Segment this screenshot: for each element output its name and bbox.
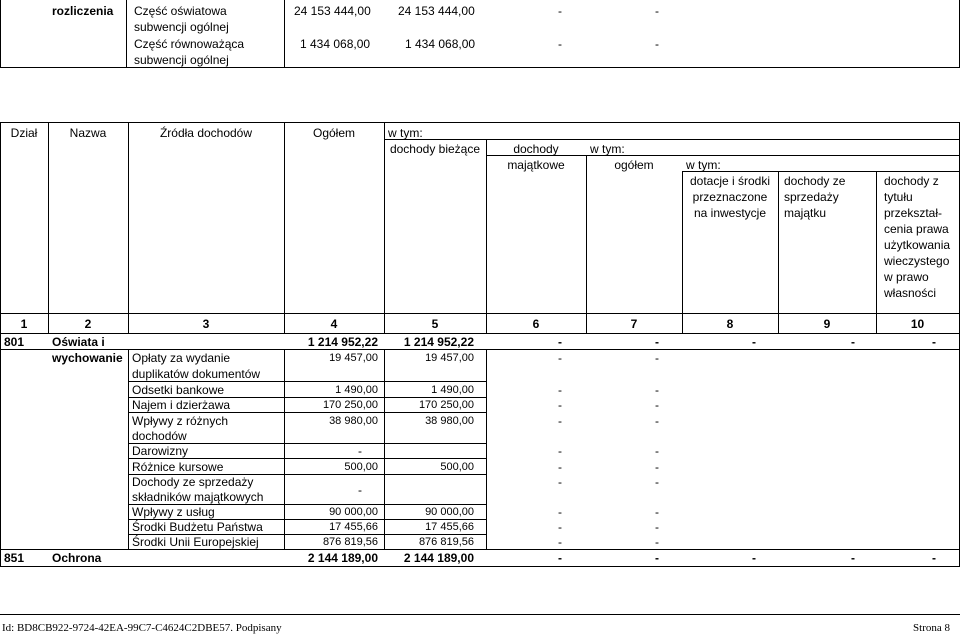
hdr-w-tym3: w tym: — [686, 158, 721, 172]
colnum-7: 7 — [630, 317, 638, 331]
colnum-3: 3 — [202, 317, 210, 331]
item-5-b: 500,00 — [440, 461, 474, 473]
s801-dzial: 801 — [4, 335, 25, 349]
item-3-c: - — [558, 414, 562, 428]
item-7-b: 90 000,00 — [425, 506, 474, 518]
item-4-a: - — [358, 444, 362, 458]
item-2-b: 170 250,00 — [418, 399, 474, 411]
hdr-tytul-l1: dochody z — [884, 174, 939, 188]
item-3-a: 38 980,00 — [329, 415, 378, 427]
item-4-c: - — [558, 444, 562, 458]
hdr-sprzedaz-l2: sprzedaży — [784, 190, 839, 204]
colnum-9: 9 — [823, 317, 831, 331]
item-5-name: Różnice kursowe — [132, 460, 224, 474]
s801-total-c: - — [558, 335, 562, 349]
item-7-d: - — [655, 505, 659, 519]
item-1-a: 1 490,00 — [335, 384, 378, 396]
item-3-name-l1: Wpływy z różnych — [132, 414, 229, 428]
item-2-c: - — [558, 398, 562, 412]
s801-total-d: - — [655, 335, 659, 349]
item-3-d: - — [655, 414, 659, 428]
item-6-name-l1: Dochody ze sprzedaży — [132, 475, 254, 489]
hdr-w-tym: w tym: — [388, 126, 423, 140]
top-row2-b: 1 434 068,00 — [405, 37, 476, 51]
top-row2-name-l2: subwencji ogólnej — [134, 53, 229, 67]
item-9-name: Środki Unii Europejskiej — [132, 535, 259, 549]
item-9-a: 876 819,56 — [322, 536, 378, 548]
top-row1-name-l1: Część oświatowa — [134, 4, 227, 18]
colnum-10: 10 — [910, 317, 925, 331]
item-3-b: 38 980,00 — [425, 415, 474, 427]
hdr-dotacje-l3: na inwestycje — [693, 206, 767, 220]
s851-f: - — [851, 551, 855, 565]
item-0-d: - — [655, 351, 659, 365]
item-5-a: 500,00 — [344, 461, 378, 473]
s851-d: - — [655, 551, 659, 565]
item-4-name: Darowizny — [132, 444, 189, 458]
item-3-name-l2: dochodów — [132, 429, 187, 443]
hdr-w-tym2: w tym: — [590, 142, 625, 156]
s801-total-f: - — [851, 335, 855, 349]
colnum-2: 2 — [84, 317, 92, 331]
top-row2-a: 1 434 068,00 — [300, 37, 371, 51]
colnum-1: 1 — [20, 317, 28, 331]
top-row1-c: - — [558, 4, 562, 18]
item-8-name: Środki Budżetu Państwa — [132, 520, 263, 534]
s851-name: Ochrona — [52, 551, 102, 565]
hdr-tytul-l6: wieczystego — [884, 254, 950, 268]
hdr-tytul-l5: użytkowania — [884, 238, 951, 252]
hdr-tytul-l7: w prawo — [884, 270, 929, 284]
item-0-b: 19 457,00 — [425, 352, 474, 364]
hdr-tytul-l4: cenia prawa — [884, 222, 949, 236]
hdr-biezace: dochody bieżące — [389, 142, 481, 156]
item-2-name: Najem i dzierżawa — [132, 398, 231, 412]
item-6-a: - — [358, 483, 362, 497]
s851-dzial: 851 — [4, 551, 25, 565]
footer-page: Strona 8 — [913, 622, 950, 634]
hdr-zrodla: Źródła dochodów — [159, 126, 253, 140]
top-row1-d: - — [655, 4, 659, 18]
item-8-b: 17 455,66 — [425, 521, 474, 533]
hdr-sprzedaz-l1: dochody ze — [784, 174, 846, 188]
item-0-a: 19 457,00 — [329, 352, 378, 364]
item-9-c: - — [558, 535, 562, 549]
hdr-majatkowe-l2: majątkowe — [507, 158, 565, 172]
hdr-nazwa: Nazwa — [69, 126, 107, 140]
s801-total-a: 1 214 952,22 — [307, 335, 378, 349]
top-row2-d: - — [655, 37, 659, 51]
item-7-name: Wpływy z usług — [132, 505, 215, 519]
top-row1-b: 24 153 444,00 — [398, 4, 475, 18]
s851-e: - — [752, 551, 756, 565]
item-5-c: - — [558, 460, 562, 474]
top-row1-a: 24 153 444,00 — [294, 4, 371, 18]
footer-id: Id: BD8CB922-9724-42EA-99C7-C4624C2DBE57. Podpisany — [2, 622, 282, 634]
s801-total-e: - — [752, 335, 756, 349]
item-1-d: - — [655, 383, 659, 397]
item-5-d: - — [655, 460, 659, 474]
hdr-dzial: Dział — [10, 126, 38, 140]
item-8-d: - — [655, 520, 659, 534]
s851-b: 2 144 189,00 — [403, 551, 474, 565]
hdr-ogolem2: ogółem — [614, 158, 654, 172]
item-9-b: 876 819,56 — [418, 536, 474, 548]
item-8-a: 17 455,66 — [329, 521, 378, 533]
item-8-c: - — [558, 520, 562, 534]
s801-name-l2: wychowanie — [52, 351, 123, 365]
hdr-dotacje-l2: przeznaczone — [692, 190, 768, 204]
top-section-label: rozliczenia — [52, 4, 114, 18]
hdr-majatkowe-l1: dochody — [513, 142, 559, 156]
item-0-name-l1: Opłaty za wydanie — [132, 351, 231, 365]
item-1-name: Odsetki bankowe — [132, 383, 225, 397]
item-7-a: 90 000,00 — [329, 506, 378, 518]
colnum-6: 6 — [532, 317, 540, 331]
s801-name-l1: Oświata i — [52, 335, 105, 349]
hdr-ogolem: Ogółem — [312, 126, 356, 140]
item-4-d: - — [655, 444, 659, 458]
item-1-b: 1 490,00 — [431, 384, 474, 396]
item-2-d: - — [655, 398, 659, 412]
item-7-c: - — [558, 505, 562, 519]
colnum-5: 5 — [431, 317, 439, 331]
item-6-d: - — [655, 475, 659, 489]
s851-g: - — [932, 551, 936, 565]
s851-c: - — [558, 551, 562, 565]
item-1-c: - — [558, 383, 562, 397]
item-0-c: - — [558, 351, 562, 365]
hdr-tytul-l8: własności — [884, 286, 937, 300]
hdr-tytul-l2: tytułu — [884, 190, 913, 204]
s801-total-b: 1 214 952,22 — [403, 335, 474, 349]
item-9-d: - — [655, 535, 659, 549]
item-6-c: - — [558, 475, 562, 489]
item-6-name-l2: składników majątkowych — [132, 490, 264, 504]
top-row2-name-l1: Część równoważąca — [134, 37, 245, 51]
item-0-name-l2: duplikatów dokumentów — [132, 367, 261, 381]
hdr-tytul-l3: przekształ- — [884, 206, 943, 220]
hdr-dotacje-l1: dotacje i środki — [689, 174, 771, 188]
hdr-sprzedaz-l3: majątku — [784, 206, 827, 220]
s851-a: 2 144 189,00 — [307, 551, 378, 565]
top-row1-name-l2: subwencji ogólnej — [134, 20, 229, 34]
item-2-a: 170 250,00 — [322, 399, 378, 411]
top-row2-c: - — [558, 37, 562, 51]
s801-total-g: - — [932, 335, 936, 349]
colnum-8: 8 — [726, 317, 734, 331]
colnum-4: 4 — [330, 317, 338, 331]
